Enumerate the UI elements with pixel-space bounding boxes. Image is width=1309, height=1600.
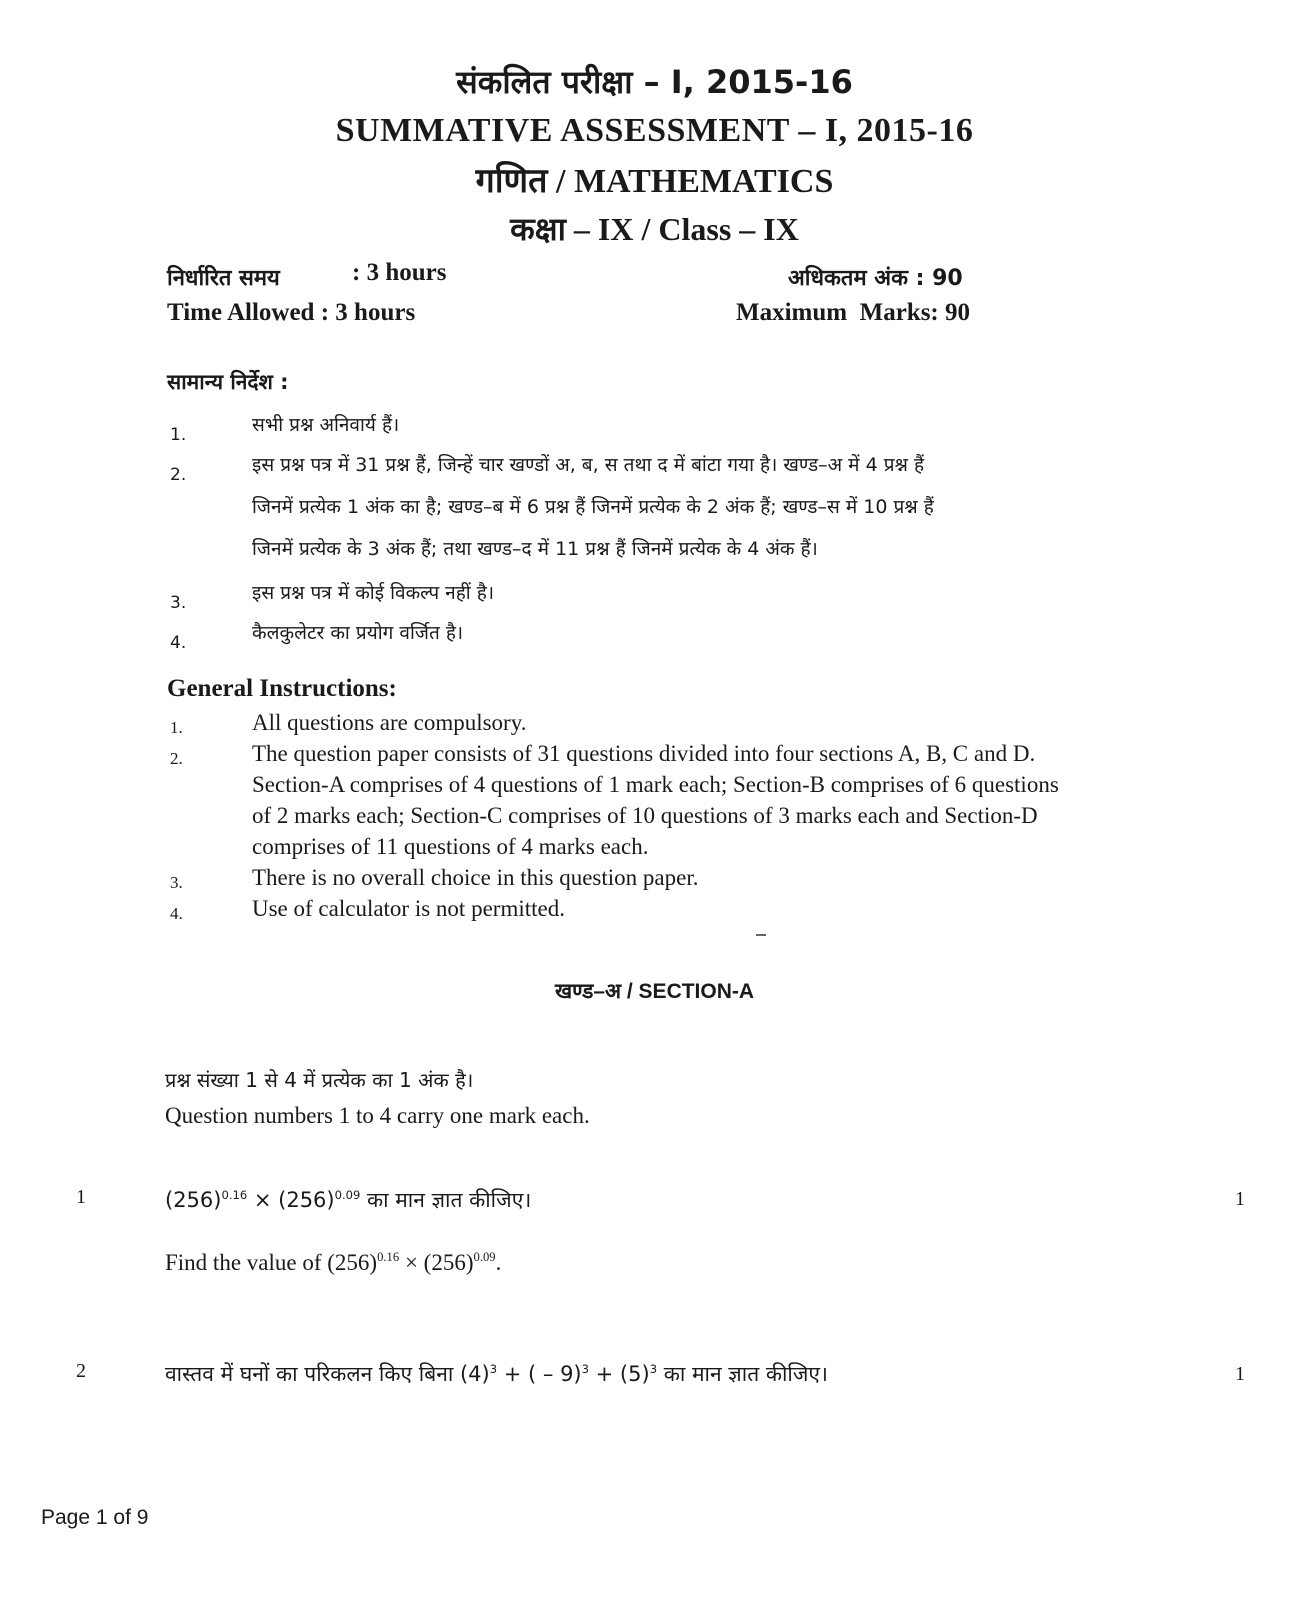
exam-title-english: SUMMATIVE ASSESSMENT – I, 2015-16 [335,112,974,149]
scan-mark [756,934,766,936]
instruction-number: 1. [170,718,183,737]
instruction-line: इस प्रश्न पत्र में कोई विकल्प नहीं है। [252,582,495,604]
instructions-heading-english: General Instructions: [167,675,397,702]
instruction-number: 4. [170,904,183,923]
instruction-number: 2. [170,749,183,768]
instruction-line: Use of calculator is not permitted. [252,896,565,921]
instruction-line: सभी प्रश्न अनिवार्य हैं। [252,414,400,436]
class-title: कक्षा – IX / Class – IX [510,211,799,247]
instruction-line: जिनमें प्रत्येक 1 अंक का है; खण्ड–ब में 6 प्रश्न हैं जिनमें प्रत्येक के 2 अंक हैं; खण्ड–स में 10 प्रश्न हैं [252,496,934,518]
time-label-hindi: निर्धारित समय [167,266,280,291]
instruction-line: Section-A comprises of 4 questions of 1 mark each; Section-B comprises of 6 questions [252,772,1059,797]
page-number: Page 1 of 9 [41,1506,149,1529]
instruction-line: of 2 marks each; Section-C comprises of 10 questions of 3 marks each and Section-D [252,803,1038,828]
question-1-english: Find the value of $(256)^{0.16} \times (256)^{0.09}$. [165,1250,502,1275]
instruction-line: comprises of 11 questions of 4 marks each. [252,834,649,859]
instruction-number: 4. [170,633,187,653]
time-value-hindi: : 3 hours [352,259,447,286]
instruction-line: There is no overall choice in this question paper. [252,865,699,890]
question-2-hindi: वास्तव में घनों का परिकलन किए बिना $(4)^3$ + ( – $9)^3 + (5)^3$ का मान ज्ञात कीजिए। [165,1361,828,1386]
instruction-number: 3. [170,873,183,892]
exam-title-hindi: संकलित परीक्षा – I, 2015-16 [456,63,853,101]
instruction-line: जिनमें प्रत्येक के 3 अंक हैं; तथा खण्ड–द में 11 प्रश्न हैं जिनमें प्रत्येक के 4 अंक हैं। [252,538,818,560]
section-intro-hindi: प्रश्न संख्या 1 से 4 में प्रत्येक का 1 अंक है। [165,1068,474,1092]
maximum-marks: Maximum Marks: 90 [736,299,970,326]
question-1-number: 1 [76,1186,86,1208]
subject-title: गणित / MATHEMATICS [475,163,834,200]
instruction-number: 3. [170,593,187,613]
instruction-line: The question paper consists of 31 questions divided into four sections A, B, C and D. [252,741,1036,766]
question-2-number: 2 [76,1360,86,1382]
section-a-title: खण्ड–अ / SECTION-A [554,980,755,1003]
max-marks-hindi: अधिकतम अंक : 90 [788,266,963,291]
question-1-hindi: $(256)^{0.16} \times (256)^{0.09}$ का मान ज्ञात कीजिए। [165,1187,532,1212]
instruction-number: 1. [170,425,187,445]
question-2-marks: 1 [1235,1363,1245,1385]
question-1-marks: 1 [1235,1188,1245,1210]
instruction-number: 2. [170,465,187,485]
instruction-line: कैलकुलेटर का प्रयोग वर्जित है। [252,622,464,644]
instruction-line: इस प्रश्न पत्र में 31 प्रश्न हैं, जिन्हें चार खण्डों अ, ब, स तथा द में बांटा गया है। खण्ड–अ में 4 प्रश्न हैं [252,454,925,476]
instruction-line: All questions are compulsory. [252,710,527,735]
instructions-heading-hindi: सामान्य निर्देश : [167,370,289,394]
time-allowed: Time Allowed : 3 hours [167,299,416,326]
section-intro-english: Question numbers 1 to 4 carry one mark each. [165,1103,590,1128]
